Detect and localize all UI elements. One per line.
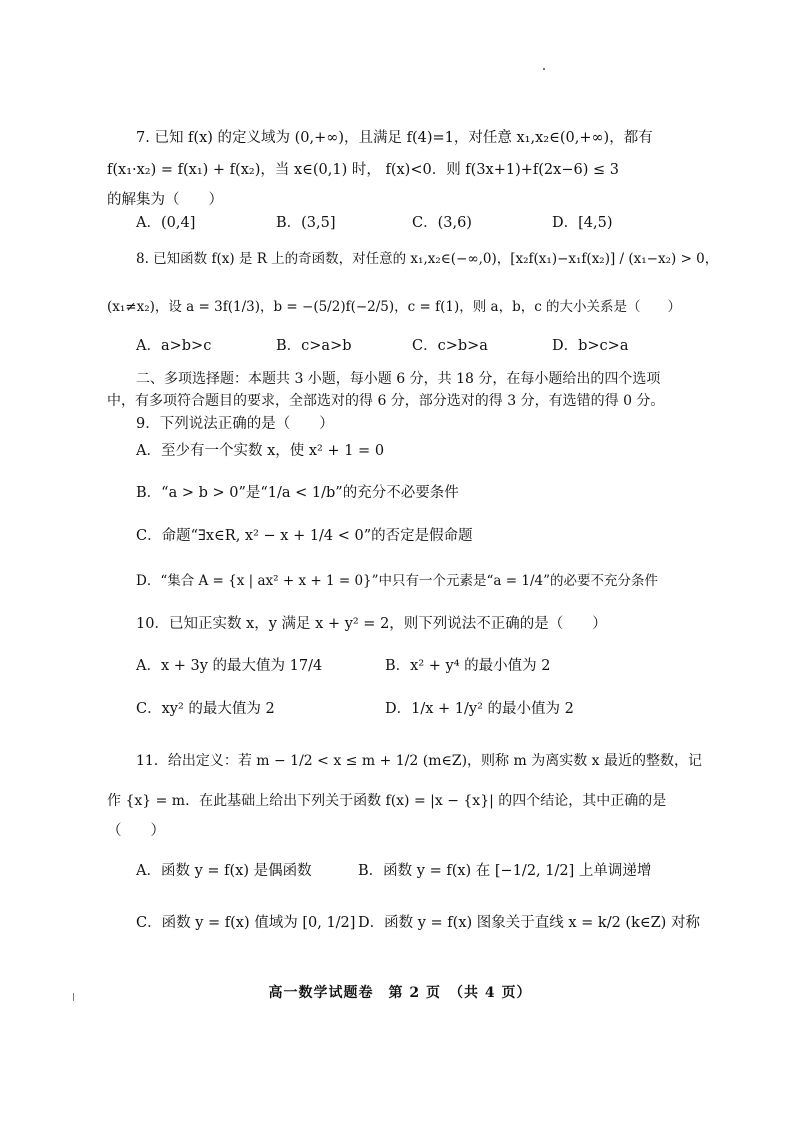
q7-line2: f(x₁·x₂) = f(x₁) + f(x₂)，当 x∈(0,1) 时， f(x)<0．则 f(3x+1)+f(2x−6) ≤ 3: [107, 162, 619, 178]
q10-option-d: D．1/x + 1/y² 的最小值为 2: [385, 701, 574, 717]
q11-option-c: C．函数 y = f(x) 值域为 [0, 1/2]: [136, 915, 356, 931]
scan-speck: [73, 993, 74, 1001]
q11-line1: 11．给出定义：若 m − 1/2 < x ≤ m + 1/2 (m∈Z)，则称 m 为离实数 x 最近的整数，记: [136, 753, 703, 769]
q11-line3: （ ）: [107, 823, 165, 839]
q7-option-d: D．[4,5): [552, 215, 613, 231]
section2-intro-line1: 二、多项选择题：本题共 3 小题，每小题 6 分，共 18 分，在每小题给出的四个选项: [136, 371, 661, 387]
q8-option-d: D．b>c>a: [552, 338, 629, 354]
q10-option-c: C．xy² 的最大值为 2: [136, 701, 275, 717]
q11-option-d: D．函数 y = f(x) 图象关于直线 x = k/2 (k∈Z) 对称: [358, 915, 700, 931]
q8-option-c: C．c>b>a: [412, 338, 488, 354]
scan-speck: [543, 68, 545, 70]
q8-line2: (x₁≠x₂)，设 a = 3f(1/3)，b = −(5/2)f(−2/5)，c = f(1)，则 a，b，c 的大小关系是（ ）: [107, 299, 682, 315]
q7-line3: 的解集为（ ）: [107, 192, 223, 208]
q9-option-b: B．“a > b > 0”是“1/a < 1/b”的充分不必要条件: [136, 485, 459, 501]
q7-option-c: C．(3,6): [412, 215, 472, 231]
q7-option-a: A．(0,4]: [136, 215, 196, 231]
q10-option-b: B．x² + y⁴ 的最小值为 2: [385, 658, 551, 674]
q7-line1: 7. 已知 f(x) 的定义域为 (0,+∞)，且满足 f(4)=1，对任意 x₁,x₂∈(0,+∞)，都有: [136, 130, 653, 146]
q8-line1: 8. 已知函数 f(x) 是 R 上的奇函数，对任意的 x₁,x₂∈(−∞,0)，[x₂f(x₁)−x₁f(x₂)] / (x₁−x₂) > 0，: [136, 251, 719, 267]
q10-stem: 10．已知正实数 x，y 满足 x + y² = 2，则下列说法不正确的是（ ）: [136, 616, 607, 632]
q8-option-b: B．c>a>b: [276, 338, 352, 354]
q9-option-d: D．“集合 A = {x | ax² + x + 1 = 0}”中只有一个元素是“a = 1/4”的必要不充分条件: [136, 573, 659, 589]
q7-option-b: B．(3,5]: [276, 215, 336, 231]
section2-intro-line2: 中，有多项符合题目的要求，全部选对的得 6 分，部分选对的得 3 分，有选错的得 0 分。: [107, 393, 665, 409]
q9-stem: 9．下列说法正确的是（ ）: [136, 416, 334, 432]
q9-option-c: C．命题“∃x∈R, x² − x + 1/4 < 0”的否定是假命题: [136, 528, 473, 544]
page-footer: 高一数学试题卷 第 2 页 （共 4 页）: [268, 985, 532, 1001]
q8-option-a: A．a>b>c: [136, 338, 212, 354]
q9-option-a: A．至少有一个实数 x，使 x² + 1 = 0: [136, 443, 385, 459]
q10-option-a: A．x + 3y 的最大值为 17/4: [136, 658, 323, 674]
q11-option-b: B．函数 y = f(x) 在 [−1/2, 1/2] 上单调递增: [358, 863, 652, 879]
q11-option-a: A．函数 y = f(x) 是偶函数: [136, 863, 312, 879]
q11-line2: 作 {x} = m．在此基础上给出下列关于函数 f(x) = |x − {x}| 的四个结论，其中正确的是: [107, 793, 667, 809]
